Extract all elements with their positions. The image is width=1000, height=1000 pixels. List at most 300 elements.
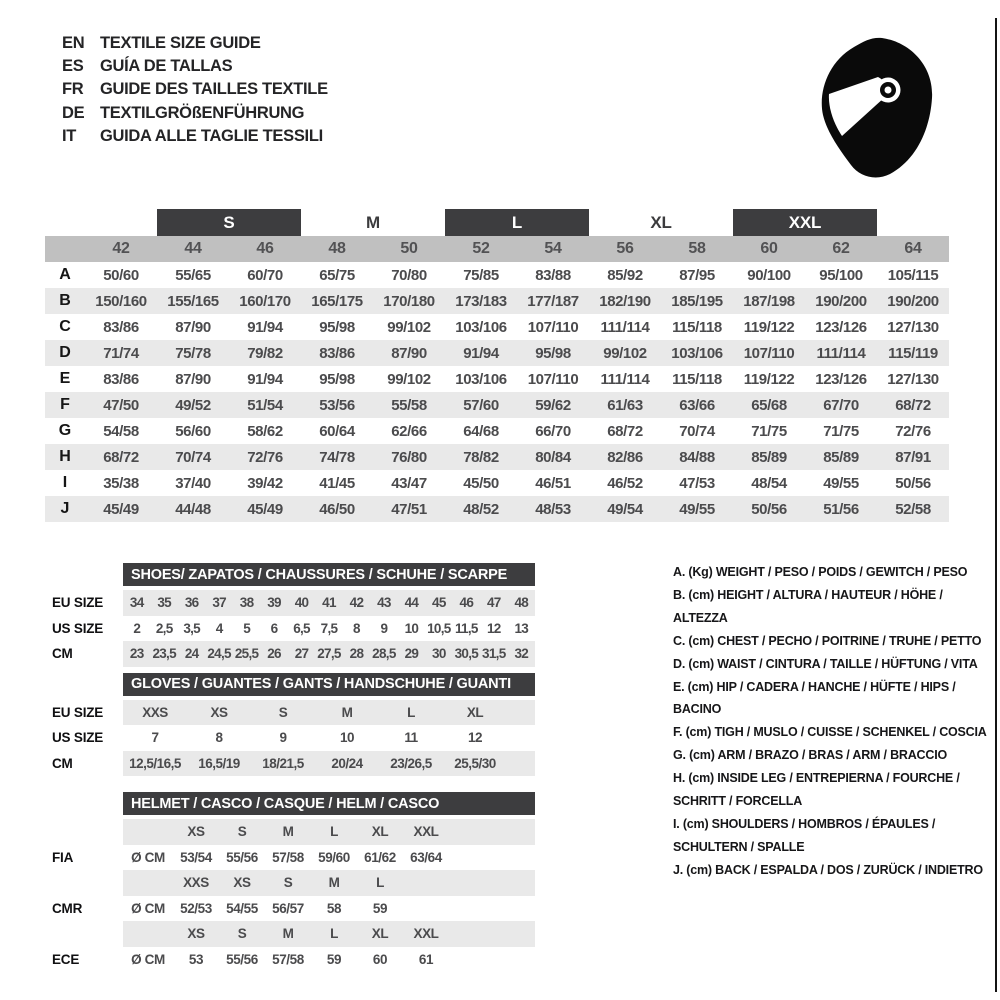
helmet-sizes-row-label [25,819,123,845]
size-value: 111/114 [600,318,650,336]
size-value: 50/56 [751,500,787,518]
helmet-unit-label: Ø CM [131,900,165,916]
shoes-value: 7,5 [320,620,338,636]
helmet-size-header: L [330,926,338,942]
size-row-e [45,366,949,392]
size-value: 57/60 [463,396,499,414]
size-value: 87/95 [679,266,715,284]
size-value: 49/55 [679,500,715,518]
size-value: 47/50 [103,396,139,414]
size-value: 190/200 [887,292,939,310]
language-row-it [62,125,328,148]
size-value: 65/68 [751,396,787,414]
size-value: 72/76 [895,422,931,440]
size-value: 127/130 [887,370,939,388]
shoes-value: 9 [380,620,388,636]
size-band-s: S [157,209,301,236]
legend-item-f [673,721,991,744]
shoes-table-rows [25,590,670,667]
page-right-border [995,18,997,992]
size-value: 72/76 [247,448,283,466]
legend-line: A. (Kg) WEIGHT / PESO / POIDS / GEWITCH / PESO [673,565,968,579]
helmet-size-header: M [282,824,294,840]
helmet-size-header: XXL [413,824,439,840]
size-value: 123/126 [815,370,867,388]
size-value: 91/94 [247,370,283,388]
size-value: 99/102 [603,344,647,362]
size-value: 107/110 [743,344,795,362]
helmet-size-header: L [330,824,338,840]
shoes-value: 40 [294,595,309,611]
helmet-sizes-row-cmr [25,870,670,896]
size-value: 87/90 [175,370,211,388]
column-header-62: 62 [832,240,850,257]
gloves-value: XS [210,704,228,720]
size-value: 165/175 [311,292,363,310]
shoes-value: 31,5 [482,646,506,662]
gloves-table-title: GLOVES / GUANTES / GANTS / HANDSCHUHE / GUANTI [123,673,535,696]
size-value: 99/102 [387,370,431,388]
helmet-sizes-row-ece [25,921,670,947]
size-value: 50/60 [103,266,139,284]
helmet-value: 56/57 [272,900,304,916]
helmet-value: 59 [326,951,342,967]
helmet-unit-spacer [123,819,173,845]
gloves-row-values [123,700,535,726]
size-value: 91/94 [247,318,283,336]
shoes-value: 6 [270,620,278,636]
shoes-value: 3,5 [183,620,200,636]
size-value: 75/85 [463,266,499,284]
shoes-value: 2 [133,620,141,636]
legend-line: H. (cm) INSIDE LEG / ENTREPIERNA / FOURCHE / [673,771,960,786]
legend-item-i [673,813,991,859]
shoes-value: 42 [349,595,364,611]
helmet-value: 57/58 [272,849,304,865]
shoes-value: 27 [294,646,309,662]
size-value: 75/78 [175,344,211,362]
size-value: 84/88 [679,448,715,466]
column-header-42: 42 [112,240,130,257]
language-row-fr [62,78,328,101]
size-value: 47/53 [679,474,715,492]
column-header-54: 54 [544,240,562,257]
helmet-value: 61/62 [364,849,396,865]
textile-size-table [45,209,949,522]
legend-item-d [673,653,991,676]
size-value: 185/195 [671,292,723,310]
size-value: 41/45 [319,474,355,492]
size-value: 83/86 [319,344,355,362]
size-value: 115/119 [888,344,938,362]
column-header-48: 48 [328,240,346,257]
gloves-row-us-size [25,725,670,751]
shoes-value: 2,5 [155,620,173,636]
shoes-row-values [123,590,535,616]
column-header-44: 44 [184,240,202,257]
language-title: TEXTILE SIZE GUIDE [100,34,261,52]
legend-line: J. (cm) BACK / ESPALDA / DOS / ZURÜCK / INDIETRO [673,862,983,877]
row-letter: H [59,448,71,465]
size-row-b [45,288,949,314]
legend-line: SCHRITT / FORCELLA [673,794,803,809]
row-letter: A [59,266,71,283]
language-code: IT [62,126,77,145]
size-value: 52/58 [895,500,931,518]
gloves-value: S [278,704,288,720]
size-value: 70/74 [175,448,211,466]
size-value: 47/51 [391,500,427,518]
gloves-row-eu-size [25,700,670,726]
legend-item-b [673,584,991,630]
shoes-value: 29 [404,646,419,662]
shoes-value: 12 [486,620,501,636]
size-value: 115/118 [672,318,722,336]
size-row-j [45,496,949,522]
shoes-value: 48 [514,595,529,611]
helmet-size-header: XS [187,926,205,942]
size-value: 67/70 [823,396,859,414]
size-row-g [45,418,949,444]
size-row-c [45,314,949,340]
size-value: 99/102 [387,318,431,336]
shoes-value: 24 [184,646,199,662]
size-value: 51/54 [247,396,283,414]
language-code: FR [62,80,84,99]
legend-line: G. (cm) ARM / BRAZO / BRAS / ARM / BRACCIO [673,748,948,763]
gloves-value: 9 [279,730,287,746]
size-value: 59/62 [535,396,571,414]
gloves-value: 12,5/16,5 [129,755,181,771]
size-value: 87/90 [175,318,211,336]
helmet-size-header: S [283,875,293,891]
size-value: 55/58 [391,396,427,414]
helmet-values-row-values [123,947,535,973]
gloves-value: 12 [467,730,483,746]
size-value: 123/126 [815,318,867,336]
helmet-table-title: HELMET / CASCO / CASQUE / HELM / CASCO [123,792,535,815]
column-header-46: 46 [256,240,274,257]
size-value: 66/70 [535,422,571,440]
size-value: 95/98 [319,318,355,336]
language-title: TEXTILGRÖßENFÜHRUNG [100,103,305,122]
gloves-value: XL [466,704,484,720]
shoes-row-label: US SIZE [52,620,104,636]
size-value: 45/49 [247,500,283,518]
band-spacer-left [45,209,157,236]
helmet-values-row-cmr [25,896,670,922]
footwear-accessory-tables [25,563,670,978]
size-value: 37/40 [175,474,211,492]
shoes-table-title: SHOES/ ZAPATOS / CHAUSSURES / SCHUHE / SCARPE [123,563,535,586]
size-value: 62/66 [391,422,427,440]
row-letter: I [62,474,68,491]
helmet-size-header: XL [371,824,389,840]
gloves-value: L [407,704,415,720]
row-letter: J [60,500,70,517]
helmet-table-rows [25,819,670,972]
shoes-value: 25,5 [234,646,259,662]
size-value: 190/200 [815,292,867,310]
size-value: 65/75 [319,266,355,284]
size-value: 55/65 [175,266,211,284]
language-code: ES [62,57,84,76]
size-value: 45/49 [103,500,139,518]
size-value: 182/190 [599,292,651,310]
size-value: 105/115 [887,266,939,284]
gloves-value: 10 [339,730,355,746]
size-value: 90/100 [747,266,791,284]
size-value: 119/122 [743,318,795,336]
shoes-value: 32 [514,646,529,662]
shoes-row-us-size [25,616,670,642]
helmet-sizes-row-fia [25,819,670,845]
size-value: 49/52 [175,396,211,414]
helmet-value: 54/55 [226,900,258,916]
language-row-es [62,55,328,78]
shoes-value: 23,5 [152,646,176,662]
helmet-standard-label: ECE [52,951,80,967]
language-code: EN [62,34,85,52]
shoes-value: 8 [353,620,360,636]
size-value: 111/114 [600,370,650,388]
gloves-value: 8 [215,730,223,746]
column-header-58: 58 [688,240,706,257]
helmet-values-row-values [123,845,535,871]
shoes-value: 4 [215,620,223,636]
gloves-row-label: US SIZE [52,730,104,746]
size-value: 48/54 [751,474,787,492]
size-value: 95/100 [819,266,863,284]
shoes-row-label: CM [52,646,73,662]
legend-item-c [673,630,991,653]
shoes-value: 23 [129,646,144,662]
helmet-value: 59 [372,900,388,916]
gloves-value: 16,5/19 [198,755,240,771]
column-header-50: 50 [400,240,418,257]
helmet-sizes-row-values [123,870,535,896]
size-value: 78/82 [463,448,499,466]
helmet-value: 60 [372,951,388,967]
legend-line: C. (cm) CHEST / PECHO / POITRINE / TRUHE / PETTO [673,633,982,648]
size-value: 177/187 [527,292,579,310]
size-value: 46/52 [607,474,643,492]
column-header-60: 60 [760,240,778,257]
shoes-value: 6,5 [293,620,310,636]
shoes-value: 26 [267,646,281,662]
legend-item-h [673,767,991,813]
gloves-table [25,673,670,777]
shoes-row-values [123,616,535,642]
size-value: 71/75 [823,422,859,440]
row-letter: E [59,370,71,387]
shoes-value: 37 [212,595,226,611]
size-row-d [45,340,949,366]
helmet-size-header: XXL [413,926,439,942]
helmet-value: 59/60 [318,849,350,865]
helmet-value: 61 [418,951,434,967]
language-title: GUIDA ALLE TAGLIE TESSILI [100,126,323,145]
size-value: 54/58 [103,422,139,440]
legend-item-g [673,744,991,767]
helmet-size-header: M [282,926,294,942]
shoes-value: 30 [432,646,446,662]
column-header-64: 64 [904,240,922,257]
helmet-sizes-row-label [25,921,123,947]
legend-line: D. (cm) WAIST / CINTURA / TAILLE / HÜFTUNG / VITA [673,656,978,671]
shoes-row-label: EU SIZE [52,595,104,611]
helmet-value: 53 [188,951,204,967]
gloves-value: 23/26,5 [390,755,432,771]
shoes-value: 44 [404,595,419,611]
size-value: 68/72 [895,396,931,414]
size-value: 60/70 [247,266,283,284]
legend-item-j [673,859,991,882]
size-value: 71/74 [103,344,139,362]
shoes-row-eu-size [25,590,670,616]
helmet-size-header: L [376,875,384,891]
size-value: 107/110 [527,370,579,388]
size-value: 48/52 [463,500,499,518]
size-value: 68/72 [103,448,139,466]
size-value: 103/106 [455,318,507,336]
shoes-value: 43 [377,595,391,611]
size-value: 111/114 [816,344,866,362]
shoes-value: 46 [459,595,474,611]
size-value: 63/66 [679,396,715,414]
size-value: 103/106 [455,370,507,388]
helmet-size-header: XS [187,824,205,840]
band-spacer-right [877,209,949,236]
size-band-xxl: XXL [733,209,877,236]
numeric-size-header-row [45,236,949,262]
size-value: 49/54 [607,500,643,518]
helmet-size-header: M [328,875,340,891]
size-value: 119/122 [743,370,795,388]
shoes-table [25,563,670,667]
size-value: 85/89 [823,448,859,466]
size-value: 45/50 [463,474,499,492]
size-value: 127/130 [887,318,939,336]
size-value: 83/86 [103,370,139,388]
size-value: 56/60 [175,422,211,440]
size-value: 49/55 [823,474,859,492]
row-letter: D [59,344,71,361]
helmet-value: 55/56 [226,849,258,865]
shoes-value: 28 [349,646,364,662]
helmet-unit-spacer [123,870,173,896]
size-value: 150/160 [95,292,147,310]
shoes-row-cm [25,641,670,667]
title-language-list [62,32,328,148]
size-band-l: L [445,209,589,236]
size-value: 58/62 [247,422,283,440]
size-value: 187/198 [743,292,795,310]
gloves-row-label: CM [52,755,73,771]
helmet-value: 53/54 [180,849,212,865]
helmet-unit-label: Ø CM [131,849,165,865]
language-row-en [62,32,328,55]
size-value: 39/42 [247,474,283,492]
size-value: 115/118 [672,370,722,388]
legend-item-a [673,561,991,584]
size-value: 87/91 [895,448,931,466]
language-row-de [62,102,328,125]
shoes-value: 36 [184,595,199,611]
gloves-value: 25,5/30 [454,755,496,771]
helmet-values-row-values [123,896,535,922]
size-value: 87/90 [391,344,427,362]
size-value: 71/75 [751,422,787,440]
shoes-value: 35 [157,595,171,611]
helmet-size-header: S [237,824,247,840]
size-value: 60/64 [319,422,355,440]
size-row-f [45,392,949,418]
gloves-row-values [123,725,535,751]
gloves-row-label: EU SIZE [52,704,104,720]
shoes-value: 38 [239,595,254,611]
helmet-value: 63/64 [410,849,442,865]
size-value: 35/38 [103,474,139,492]
helmet-unit-spacer [123,921,173,947]
size-value: 70/80 [391,266,427,284]
helmet-value: 57/58 [272,951,304,967]
size-value: 85/89 [751,448,787,466]
row-letter: B [59,292,71,309]
size-value: 170/180 [383,292,435,310]
size-value: 103/106 [671,344,723,362]
shoes-value: 47 [486,595,501,611]
size-value: 95/98 [535,344,571,362]
shoes-row-values [123,641,535,667]
size-value: 76/80 [391,448,427,466]
size-value: 68/72 [607,422,643,440]
size-row-a [45,262,949,288]
size-value: 155/165 [167,292,219,310]
size-value: 48/53 [535,500,571,518]
size-row-i [45,470,949,496]
legend-line: E. (cm) HIP / CADERA / HANCHE / HÜFTE / HIPS / BACINO [673,679,956,717]
helmet-sizes-row-values [123,921,535,947]
size-value: 46/50 [319,500,355,518]
helmet-size-header: XS [233,875,251,891]
row-letter: C [59,318,71,335]
size-row-h [45,444,949,470]
language-code: DE [62,103,85,122]
helmet-standard-label: FIA [52,849,74,865]
column-header-56: 56 [616,240,634,257]
size-value: 95/98 [319,370,355,388]
shoes-value: 27,5 [317,646,341,662]
size-value: 79/82 [247,344,283,362]
helmet-size-header: S [237,926,247,942]
gloves-table-rows [25,700,670,777]
helmet-values-row-fia [25,845,670,871]
size-value: 70/74 [679,422,715,440]
legend-line: SCHULTERN / SPALLE [673,839,805,854]
shoes-value: 5 [243,620,250,636]
shoes-value: 30,5 [454,646,479,662]
shoes-value: 13 [514,620,529,636]
shoes-value: 10 [404,620,419,636]
size-value: 107/110 [527,318,579,336]
column-header-52: 52 [472,240,490,257]
helmet-unit-label: Ø CM [131,951,165,967]
gloves-value: M [341,704,353,720]
size-value: 83/88 [535,266,571,284]
measurement-legend [673,561,991,882]
size-band-xl: XL [650,212,672,232]
